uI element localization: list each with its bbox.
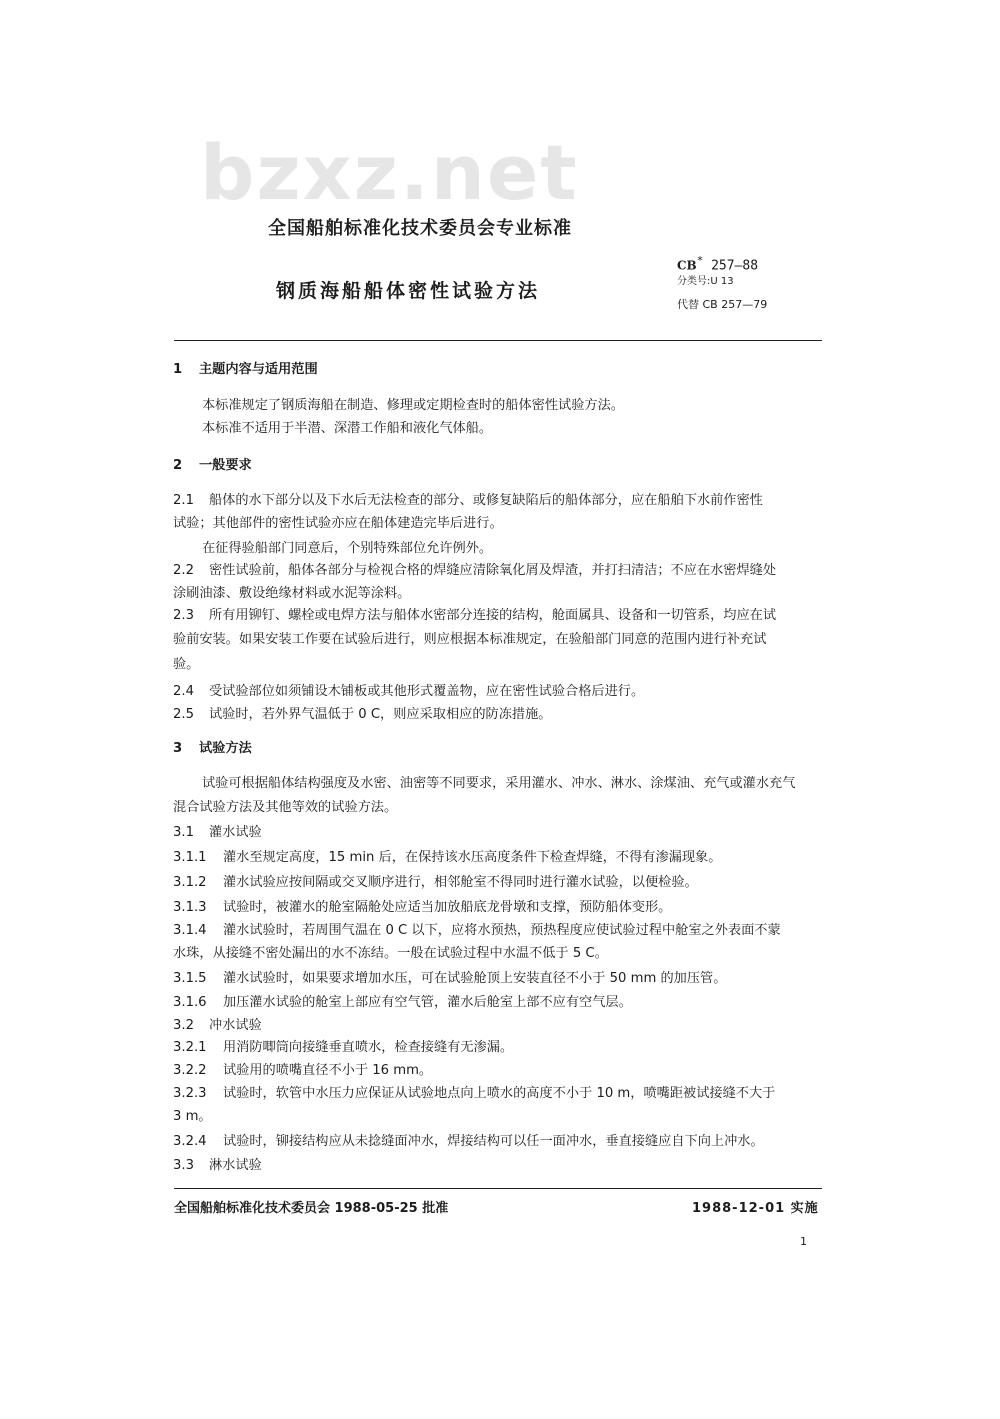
paragraph-line xyxy=(202,775,795,793)
section-heading xyxy=(173,457,252,475)
paragraph-line xyxy=(173,799,397,817)
paragraph-line xyxy=(173,492,763,510)
header-divider xyxy=(174,340,822,341)
clause-number: 1 xyxy=(173,362,183,377)
paragraph-line xyxy=(173,631,766,649)
line-text: 验。 xyxy=(173,657,200,672)
classification-number: 分类号:U 13 xyxy=(677,276,734,287)
line-text: 在征得验船部门同意后，个别特殊部位允许例外。 xyxy=(202,541,493,556)
approval-note: 全国船舶标准化技术委员会 1988-05-25 批准 xyxy=(174,1201,449,1216)
line-text: 验前安装。如果安装工作要在试验后进行，则应根据本标准规定，在验船部门同意的范围内进行补充试 xyxy=(173,632,767,647)
paragraph-line xyxy=(173,874,698,892)
line-text: 本标准不适用于半潜、深潜工作船和液化气体船。 xyxy=(202,421,493,436)
clause-number: 2.2 xyxy=(173,563,194,578)
line-text: 船体的水下部分以及下水后无法检查的部分、或修复缺陷后的船体部分，应在船舶下水前作密性 xyxy=(209,493,763,508)
standard-code-star: * xyxy=(696,254,704,267)
clause-number: 3.2.3 xyxy=(173,1086,207,1101)
clause-number: 3 xyxy=(173,741,183,756)
clause-number: 3.2.4 xyxy=(173,1134,207,1149)
paragraph-line xyxy=(173,945,608,963)
paragraph-line xyxy=(173,1085,775,1103)
document-title: 钢质海船船体密性试验方法 xyxy=(276,280,541,302)
line-text: 所有用铆钉、螺栓或电焊方法与船体水密部分连接的结构，舱面属具、设备和一切管系，均应在试 xyxy=(209,608,777,623)
clause-number: 2 xyxy=(173,458,183,473)
clause-number: 3.2.1 xyxy=(173,1040,207,1055)
clause-number: 3.2.2 xyxy=(173,1063,207,1078)
line-text: 灌水至规定高度，15 min 后，在保持该水压高度条件下检查焊缝，不得有渗漏现象。 xyxy=(223,850,722,865)
line-text: 试验时，被灌水的舱室隔舱处应适当加放船底龙骨墩和支撑，预防船体变形。 xyxy=(223,900,672,915)
paragraph-line xyxy=(173,922,781,940)
line-text: 试验可根据船体结构强度及水密、油密等不同要求，采用灌水、冲水、淋水、涂煤油、充气或灌水充气 xyxy=(202,776,796,791)
paragraph-line xyxy=(173,515,503,533)
watermark: bzxz.net xyxy=(200,128,579,217)
paragraph-line xyxy=(202,397,624,415)
line-text: 涂刷油漆、敷设绝缘材料或水泥等涂料。 xyxy=(173,586,411,601)
paragraph-line xyxy=(173,1062,432,1080)
line-text: 灌水试验时，若周围气温在 0 C 以下，应将水预热，预热程度应使试验过程中舱室之外表面不蒙 xyxy=(223,923,781,938)
clause-number: 2.1 xyxy=(173,493,194,508)
paragraph-line xyxy=(173,1039,513,1057)
paragraph-line xyxy=(173,899,671,917)
paragraph-line xyxy=(173,683,644,701)
clause-number: 3.3 xyxy=(173,1158,194,1173)
paragraph-line xyxy=(173,849,721,867)
paragraph-line xyxy=(173,1133,764,1151)
line-text: 试验时，若外界气温低于 0 C，则应采取相应的防冻措施。 xyxy=(209,707,552,722)
clause-number: 2.4 xyxy=(173,684,194,699)
committee-title: 全国船舶标准化技术委员会专业标准 xyxy=(268,218,572,239)
paragraph-line xyxy=(173,706,551,724)
line-text: 灌水试验应按间隔或交叉顺序进行，相邻舱室不得同时进行灌水试验，以便检验。 xyxy=(223,875,698,890)
line-text: 试验；其他部件的密性试验亦应在船体建造完毕后进行。 xyxy=(173,516,503,531)
line-text: 3 m。 xyxy=(173,1109,212,1124)
paragraph-line xyxy=(173,970,726,988)
line-text: 加压灌水试验的舱室上部应有空气管，灌水后舱室上部不应有空气层。 xyxy=(223,995,632,1010)
standard-code-prefix: CB xyxy=(677,258,697,273)
clause-number: 3.1.4 xyxy=(173,923,207,938)
section-heading xyxy=(173,361,318,379)
line-text: 淋水试验 xyxy=(209,1158,262,1173)
paragraph-line xyxy=(173,656,199,674)
line-text: 灌水试验时，如果要求增加水压，可在试验舱顶上安装直径不小于 50 mm 的加压管。 xyxy=(223,971,727,986)
line-text: 一般要求 xyxy=(199,458,252,473)
line-text: 本标准规定了钢质海船在制造、修理或定期检查时的船体密性试验方法。 xyxy=(202,398,624,413)
paragraph-line xyxy=(173,994,632,1012)
paragraph-line xyxy=(173,562,776,580)
line-text: 密性试验前，船体各部分与检视合格的焊缝应清除氧化屑及焊渣，并打扫清洁；不应在水密焊缝处 xyxy=(209,563,777,578)
line-text: 主题内容与适用范围 xyxy=(199,362,318,377)
line-text: 受试验部位如须铺设木铺板或其他形式覆盖物，应在密性试验合格后进行。 xyxy=(209,684,645,699)
paragraph-line xyxy=(173,607,776,625)
paragraph-line xyxy=(173,585,410,603)
clause-number: 3.2 xyxy=(173,1018,194,1033)
effective-date: 1988-12-01 实施 xyxy=(692,1201,819,1216)
line-text: 试验时，铆接结构应从未捻缝面冲水，焊接结构可以任一面冲水，垂直接缝应自下向上冲水。 xyxy=(223,1134,764,1149)
paragraph-line xyxy=(173,1017,262,1035)
clause-number: 3.1.2 xyxy=(173,875,207,890)
line-text: 试验用的喷嘴直径不小于 16 mm。 xyxy=(223,1063,433,1078)
paragraph-line xyxy=(173,824,262,842)
paragraph-line xyxy=(173,1108,212,1126)
line-text: 混合试验方法及其他等效的试验方法。 xyxy=(173,800,398,815)
line-text: 水珠，从接缝不密处漏出的水不冻结。一般在试验过程中水温不低于 5 C。 xyxy=(173,946,608,961)
paragraph-line xyxy=(202,420,492,438)
clause-number: 2.5 xyxy=(173,707,194,722)
clause-number: 2.3 xyxy=(173,608,194,623)
paragraph-line xyxy=(173,1157,262,1175)
standard-code-number: 257—88 xyxy=(711,258,759,274)
clause-number: 3.1 xyxy=(173,825,194,840)
standard-code xyxy=(677,254,758,273)
line-text: 试验方法 xyxy=(199,741,252,756)
replaces-standard: 代替 CB 257—79 xyxy=(677,298,768,311)
line-text: 冲水试验 xyxy=(209,1018,262,1033)
page-number: 1 xyxy=(800,1235,807,1248)
paragraph-line xyxy=(202,540,492,558)
clause-number: 3.1.6 xyxy=(173,995,207,1010)
clause-number: 3.1.5 xyxy=(173,971,207,986)
section-heading xyxy=(173,740,252,758)
line-text: 用消防唧筒向接缝垂直喷水，检查接缝有无渗漏。 xyxy=(223,1040,514,1055)
footer-divider xyxy=(174,1188,822,1189)
clause-number: 3.1.1 xyxy=(173,850,207,865)
clause-number: 3.1.3 xyxy=(173,900,207,915)
line-text: 试验时，软管中水压力应保证从试验地点向上喷水的高度不小于 10 m，喷嘴距被试接缝不大于 xyxy=(223,1086,776,1101)
line-text: 灌水试验 xyxy=(209,825,262,840)
